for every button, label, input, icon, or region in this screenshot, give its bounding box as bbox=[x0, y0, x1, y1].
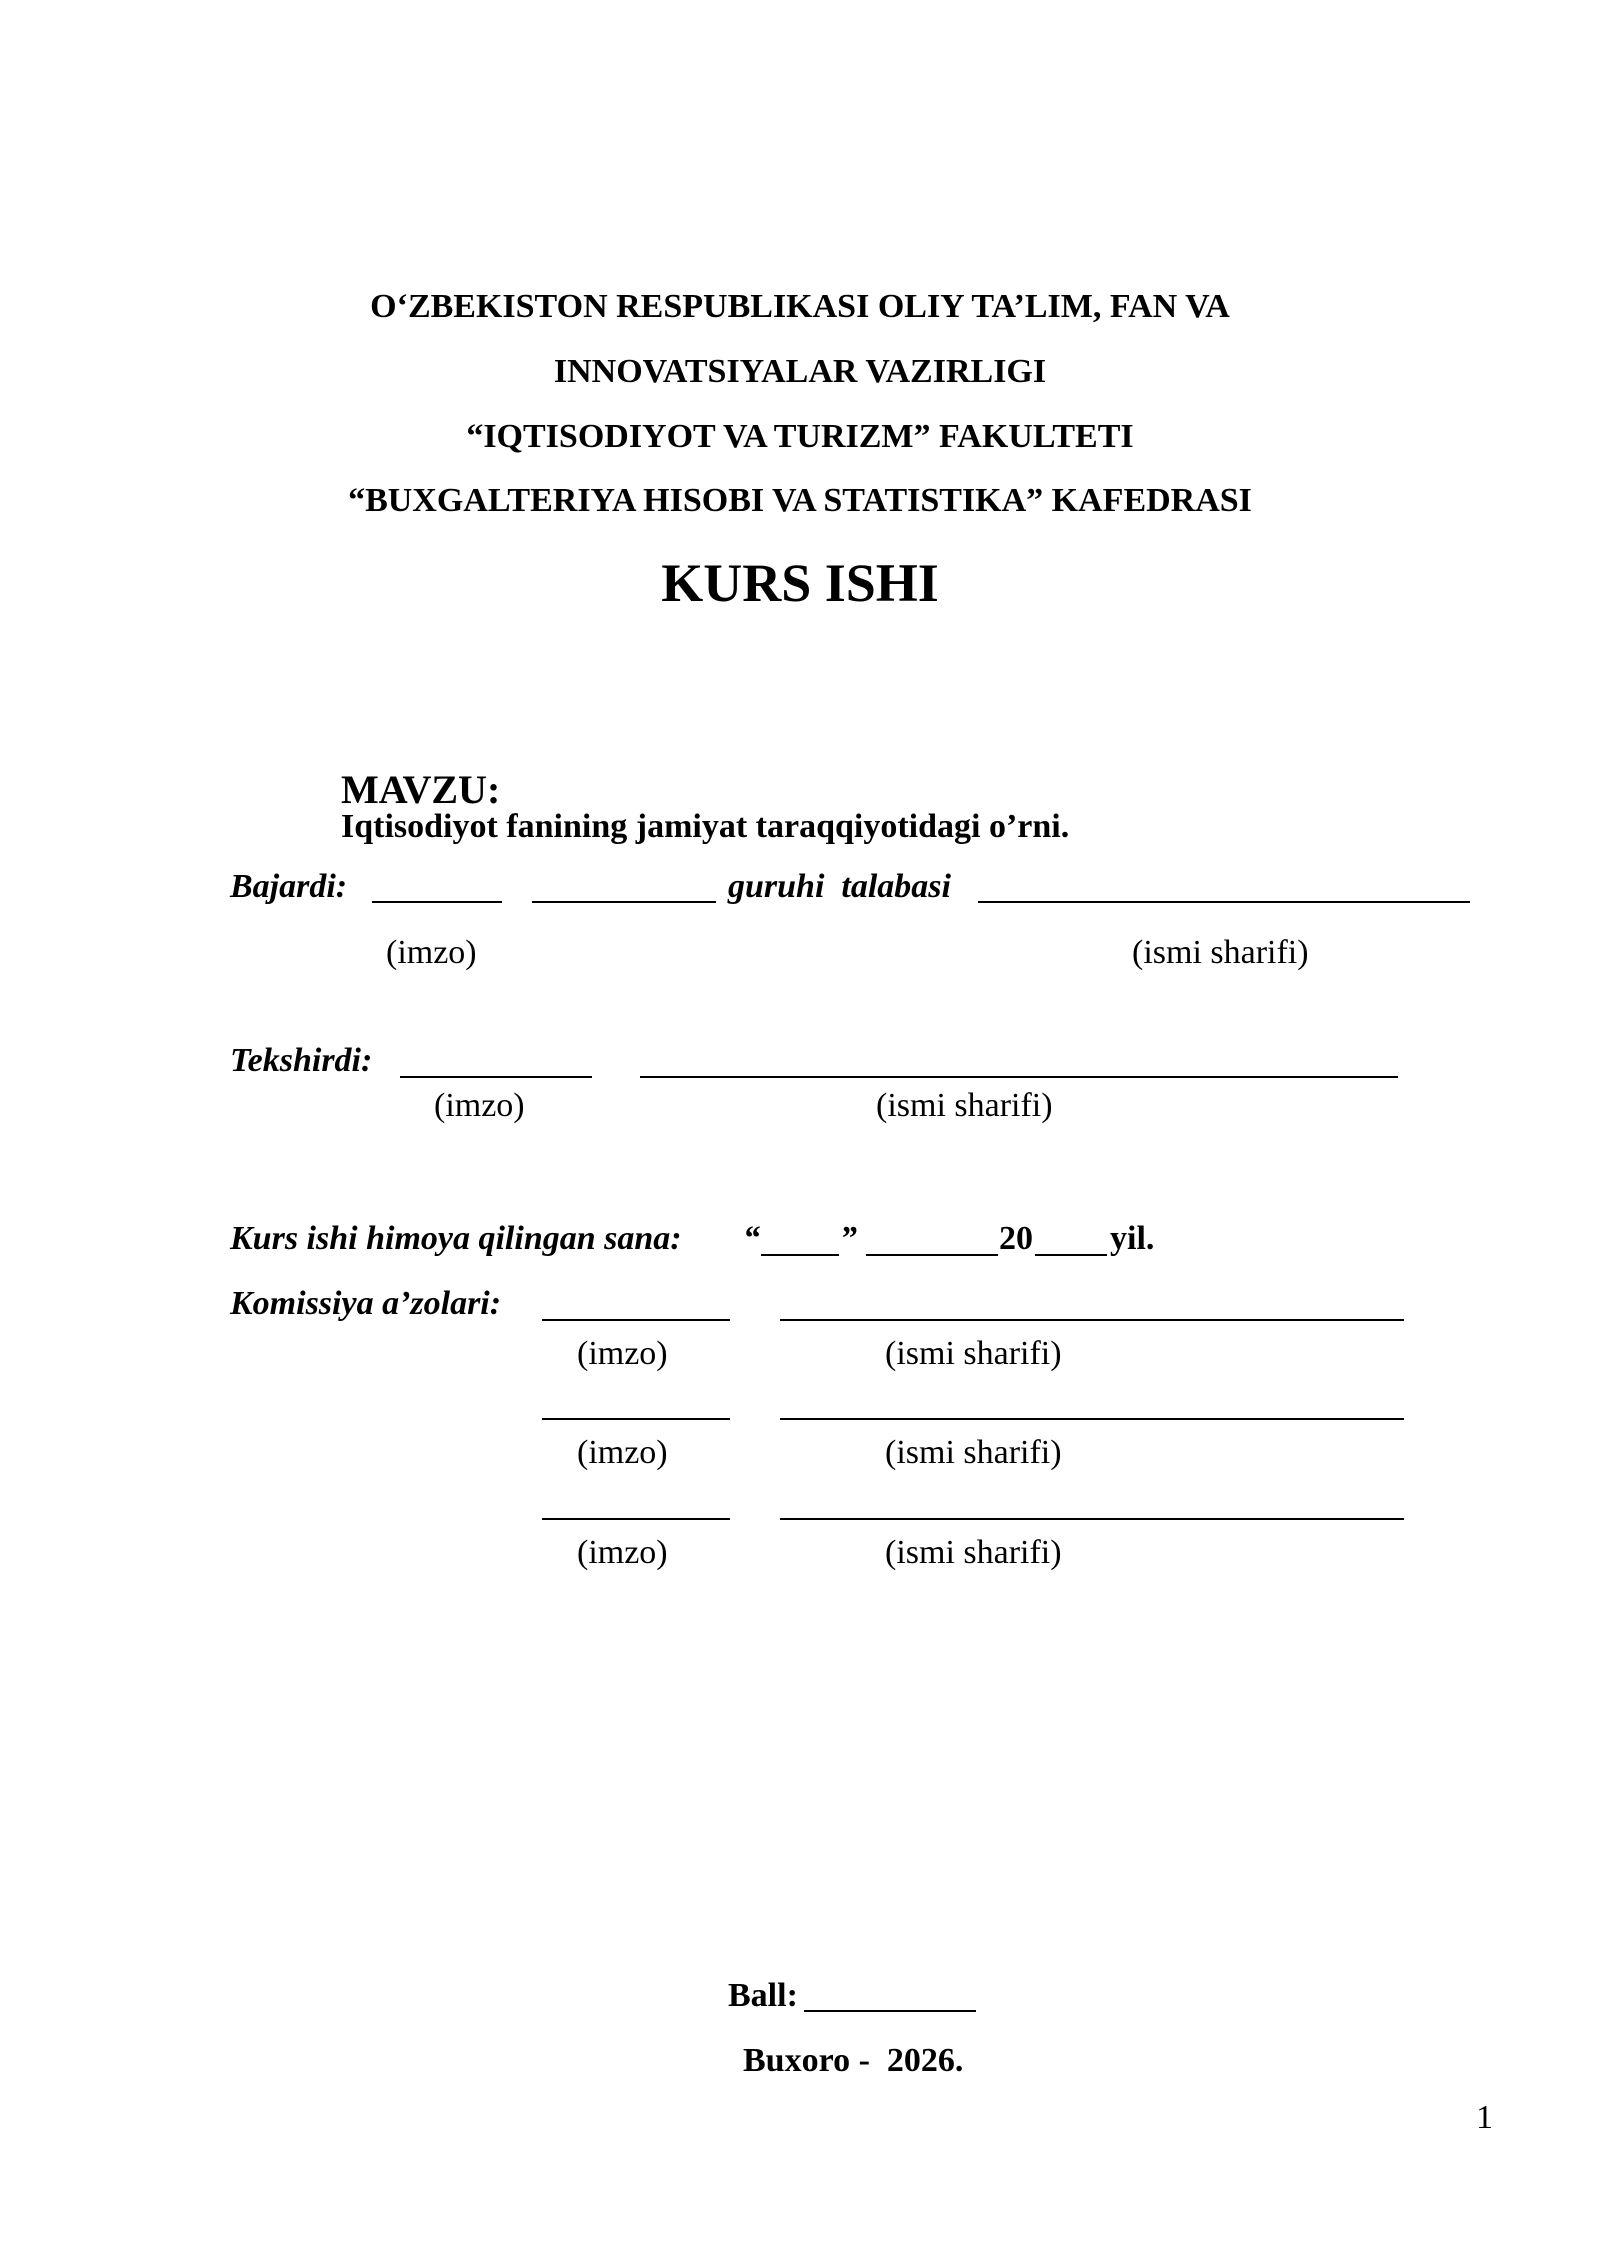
topic-text: Iqtisodiyot fanining jamiyat taraqqiyotidagi o’rni. bbox=[341, 808, 1070, 845]
performed-by-signature-line[interactable] bbox=[372, 901, 502, 903]
page-number: 1 bbox=[1476, 2099, 1493, 2136]
city-year: Buxoro - 2026. bbox=[743, 2042, 964, 2079]
commission-member-2-signature-caption: (imzo) bbox=[577, 1434, 668, 1471]
commission-member-1-name-caption: (ismi sharifi) bbox=[885, 1335, 1062, 1372]
checked-by-name-line[interactable] bbox=[640, 1076, 1398, 1078]
checked-by-label: Tekshirdi: bbox=[230, 1042, 373, 1079]
defense-day-line[interactable] bbox=[761, 1254, 839, 1256]
document-title: KURS ISHI bbox=[661, 553, 939, 613]
group-student-label: guruhi talabasi bbox=[728, 868, 951, 905]
commission-label: Komissiya a’zolari: bbox=[230, 1285, 502, 1322]
performed-by-signature-caption: (imzo) bbox=[386, 934, 477, 971]
commission-member-2-name-caption: (ismi sharifi) bbox=[885, 1434, 1062, 1471]
ministry-name-line1: O‘ZBEKISTON RESPUBLIKASI OLIY TA’LIM, FAN VA bbox=[370, 288, 1230, 325]
grade-label: Ball: bbox=[728, 1977, 798, 2014]
defense-date-label: Kurs ishi himoya qilingan sana: bbox=[230, 1220, 682, 1257]
grade-line[interactable] bbox=[804, 2010, 976, 2012]
defense-year-suffix: yil. bbox=[1110, 1220, 1155, 1257]
group-number-line[interactable] bbox=[532, 901, 716, 903]
performed-by-name-caption: (ismi sharifi) bbox=[1132, 934, 1309, 971]
commission-member-3-name-caption: (ismi sharifi) bbox=[885, 1534, 1062, 1571]
commission-member-2-name-line[interactable] bbox=[780, 1418, 1404, 1420]
commission-member-2-signature-line[interactable] bbox=[542, 1418, 730, 1420]
checked-by-name-caption: (ismi sharifi) bbox=[876, 1087, 1053, 1124]
checked-by-signature-caption: (imzo) bbox=[434, 1087, 525, 1124]
checked-by-signature-line[interactable] bbox=[400, 1076, 592, 1078]
student-name-line[interactable] bbox=[978, 901, 1470, 903]
defense-year-century: 20 bbox=[999, 1220, 1033, 1257]
faculty-name: “IQTISODIYOT VA TURIZM” FAKULTETI bbox=[466, 418, 1134, 455]
topic-line bbox=[325, 754, 1069, 860]
defense-date-open-quote: “ bbox=[743, 1220, 760, 1257]
ministry-name-line2: INNOVATSIYALAR VAZIRLIGI bbox=[553, 353, 1047, 390]
defense-year-line[interactable] bbox=[1035, 1254, 1107, 1256]
commission-member-3-name-line[interactable] bbox=[780, 1518, 1404, 1520]
commission-member-3-signature-caption: (imzo) bbox=[577, 1534, 668, 1571]
commission-member-3-signature-line[interactable] bbox=[542, 1518, 730, 1520]
topic-label: MAVZU: bbox=[341, 767, 501, 812]
defense-month-line[interactable] bbox=[866, 1254, 998, 1256]
department-name: “BUXGALTERIYA HISOBI VA STATISTIKA” KAFEDRASI bbox=[348, 482, 1252, 519]
commission-member-1-signature-line[interactable] bbox=[542, 1319, 730, 1321]
commission-member-1-name-line[interactable] bbox=[780, 1319, 1404, 1321]
commission-member-1-signature-caption: (imzo) bbox=[577, 1335, 668, 1372]
defense-date-close-quote: ” bbox=[840, 1220, 857, 1257]
performed-by-label: Bajardi: bbox=[230, 868, 348, 905]
